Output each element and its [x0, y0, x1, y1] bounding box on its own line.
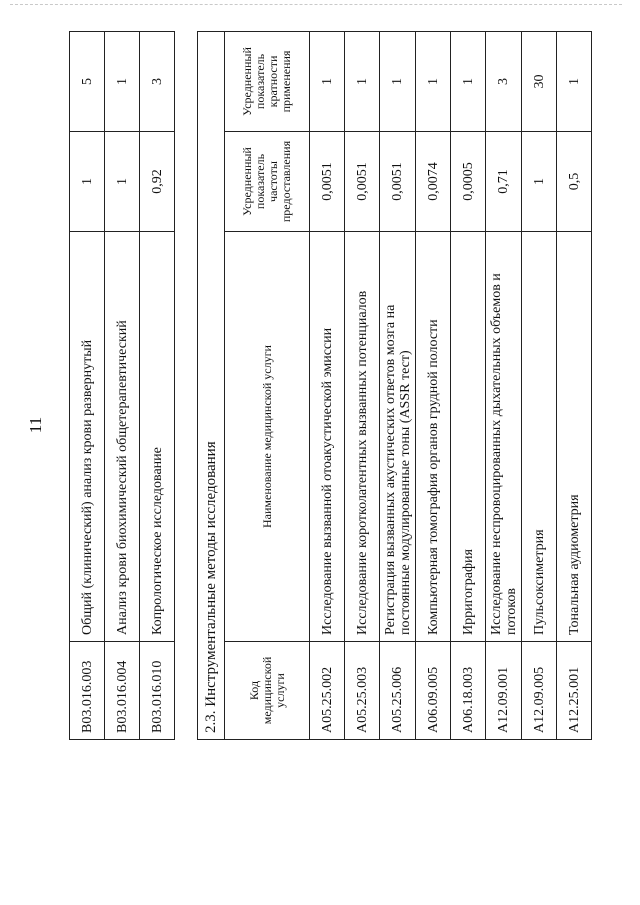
instrumental-methods-table — [197, 31, 592, 740]
scan-edge-line — [10, 4, 622, 5]
table-row — [486, 31, 522, 739]
table-row — [345, 31, 380, 739]
service-code: B03.016.003 — [70, 642, 105, 740]
rotated-page — [10, 25, 630, 905]
service-code: A12.25.001 — [557, 642, 592, 740]
service-code: B03.016.010 — [140, 642, 175, 740]
multiplicity-value: 1 — [105, 32, 140, 132]
service-code: A12.09.001 — [486, 642, 522, 740]
service-name: Тональная аудиометрия — [557, 232, 592, 642]
frequency-value: 1 — [70, 132, 105, 232]
service-name: Компьютерная томография органов грудной полости — [416, 232, 451, 642]
table-row — [522, 31, 557, 739]
table-row — [310, 31, 345, 739]
table-row — [70, 32, 105, 740]
table-row — [380, 31, 416, 739]
table-row — [105, 32, 140, 740]
service-code: A06.18.003 — [451, 642, 486, 740]
frequency-value: 0,0051 — [310, 132, 345, 232]
section-row — [198, 31, 225, 739]
frequency-value: 1 — [105, 132, 140, 232]
frequency-value: 0,0074 — [416, 132, 451, 232]
service-name: Анализ крови биохимический общетерапевтический — [105, 232, 140, 642]
table-row — [416, 31, 451, 739]
service-code: A06.09.005 — [416, 642, 451, 740]
header-name: Наименование медицинской услуги — [225, 232, 310, 642]
multiplicity-value: 30 — [522, 31, 557, 131]
header-multiplicity: Усредненный показатель кратности применения — [225, 31, 310, 131]
service-name: Общий (клинический) анализ крови развернутый — [70, 232, 105, 642]
frequency-value: 0,0051 — [380, 132, 416, 232]
multiplicity-value: 1 — [416, 31, 451, 131]
table-row — [557, 31, 592, 739]
page-number: 11 — [26, 416, 45, 434]
frequency-value: 0,92 — [140, 132, 175, 232]
table-row — [140, 32, 175, 740]
service-name: Копрологическое исследование — [140, 232, 175, 642]
header-code: Код медицинской услуги — [225, 642, 310, 740]
service-name: Регистрация вызванных акустических ответов мозга на постоянные модулированные тоны (ASSR тест) — [380, 232, 416, 642]
multiplicity-value: 5 — [70, 32, 105, 132]
multiplicity-value: 1 — [310, 31, 345, 131]
service-code: B03.016.004 — [105, 642, 140, 740]
frequency-value: 0,0005 — [451, 132, 486, 232]
service-code: A05.25.002 — [310, 642, 345, 740]
header-frequency: Усредненный показатель частоты предоставления — [225, 132, 310, 232]
multiplicity-value: 3 — [486, 31, 522, 131]
service-name: Исследование неспровоцированных дыхательных объемов и потоков — [486, 232, 522, 642]
service-code: A05.25.006 — [380, 642, 416, 740]
frequency-value: 0,0051 — [345, 132, 380, 232]
multiplicity-value: 1 — [380, 31, 416, 131]
multiplicity-value: 3 — [140, 32, 175, 132]
frequency-value: 0,5 — [557, 132, 592, 232]
service-code: A12.09.005 — [522, 642, 557, 740]
multiplicity-value: 1 — [345, 31, 380, 131]
service-name: Исследование коротколатентных вызванных потенциалов — [345, 232, 380, 642]
header-row — [225, 31, 310, 739]
table-row — [451, 31, 486, 739]
service-code: A05.25.003 — [345, 642, 380, 740]
multiplicity-value: 1 — [557, 31, 592, 131]
section-title: 2.3. Инструментальные методы исследования — [198, 31, 225, 739]
service-name: Пульсоксиметрия — [522, 232, 557, 642]
frequency-value: 0,71 — [486, 132, 522, 232]
service-name: Исследование вызванной отоакустической эмиссии — [310, 232, 345, 642]
service-name: Ирригография — [451, 232, 486, 642]
lab-tests-table — [69, 31, 175, 740]
multiplicity-value: 1 — [451, 31, 486, 131]
frequency-value: 1 — [522, 132, 557, 232]
